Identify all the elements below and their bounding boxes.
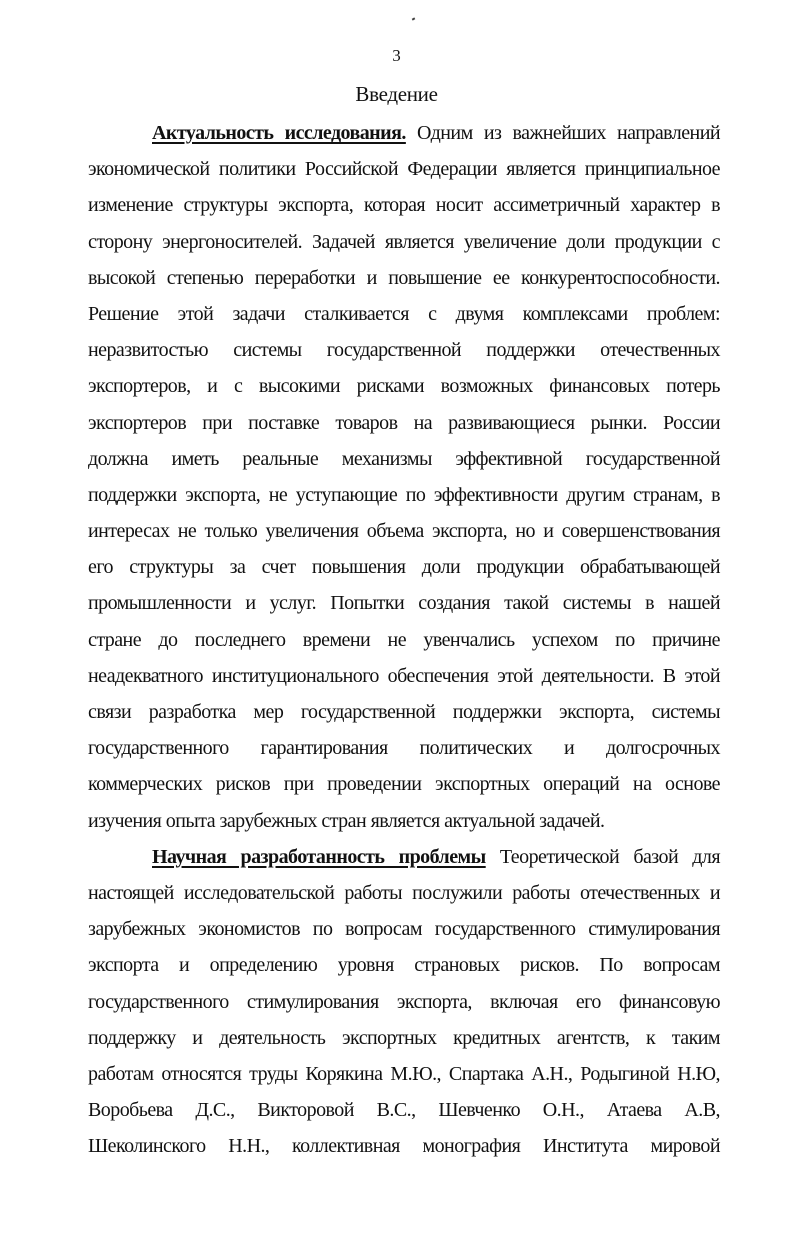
text-line: Воробьева Д.С., Викторовой В.С., Шевченко О.Н., Атаева А.В,	[88, 1099, 720, 1122]
text-line: зарубежных экономистов по вопросам государственного стимулирования	[88, 918, 720, 941]
text-line: должна иметь реальные механизмы эффективной государственной	[88, 447, 720, 470]
text-line: неадекватного институционального обеспечения этой деятельности. В этой	[88, 664, 720, 687]
paragraph-1-runin-heading: Актуальность исследования.	[152, 122, 406, 144]
text-line: неразвитостью системы государственной поддержки отечественных	[88, 339, 720, 362]
text-line: экспортеров при поставке товаров на развивающиеся рынки. России	[88, 411, 720, 434]
text-line: изменение структуры экспорта, которая носит ассиметричный характер в	[88, 194, 720, 217]
scan-speck	[412, 17, 416, 20]
text-line: Решение этой задачи сталкивается с двумя комплексами проблем:	[88, 302, 720, 325]
paragraph-1-first-line-text: Одним из важнейших направлений	[405, 122, 720, 144]
text-line: государственного стимулирования экспорта, включая его финансовую	[88, 990, 720, 1013]
text-line: стране до последнего времени не увенчались успехом по причине	[88, 628, 720, 651]
text-line: промышленности и услуг. Попытки создания такой системы в нашей	[88, 592, 720, 615]
paragraph-2-runin-heading: Научная разработанность проблемы	[152, 845, 486, 868]
text-line: экспорта и определению уровня страновых рисков. По вопросам	[88, 954, 720, 977]
paragraph-2-first-line	[88, 839, 720, 875]
text-line: высокой степенью переработки и повышение ее конкурентоспособности.	[88, 266, 720, 289]
page-number: 3	[392, 46, 401, 65]
text-line: поддержку и деятельность экспортных кредитных агентств, к таким	[88, 1026, 720, 1049]
text-line: поддержки экспорта, не уступающие по эффективности другим странам, в	[88, 483, 720, 506]
text-line: Шеколинского Н.Н., коллективная монография Института мировой	[88, 1135, 720, 1158]
text-line: коммерческих рисков при проведении экспортных операций на основе	[88, 773, 720, 796]
text-line: государственного гарантирования политических и долгосрочных	[88, 737, 720, 760]
section-title: Введение	[355, 82, 438, 106]
text-line: изучения опыта зарубежных стран является актуальной задачей.	[88, 809, 605, 832]
text-line: интересах не только увеличения объема экспорта, но и совершенствования	[88, 520, 720, 543]
text-line: связи разработка мер государственной поддержки экспорта, системы	[88, 701, 720, 723]
text-line: его структуры за счет повышения доли продукции обрабатывающей	[88, 556, 720, 579]
paragraph-2-first-line-text: Теоретической базой для	[485, 845, 721, 868]
text-line: настоящей исследовательской работы послужили работы отечественных и	[88, 881, 720, 904]
paragraph-1-first-line	[88, 115, 720, 151]
text-line: сторону энергоносителей. Задачей является увеличение доли продукции с	[88, 230, 720, 253]
text-line: экспортеров, и с высокими рисками возможных финансовых потерь	[88, 375, 720, 398]
text-line: работам относятся труды Корякина М.Ю., Спартака А.Н., Родыгиной Н.Ю,	[88, 1062, 720, 1085]
text-line: экономической политики Российской Федерации является принципиальное	[88, 158, 720, 181]
document-body	[88, 115, 720, 1164]
